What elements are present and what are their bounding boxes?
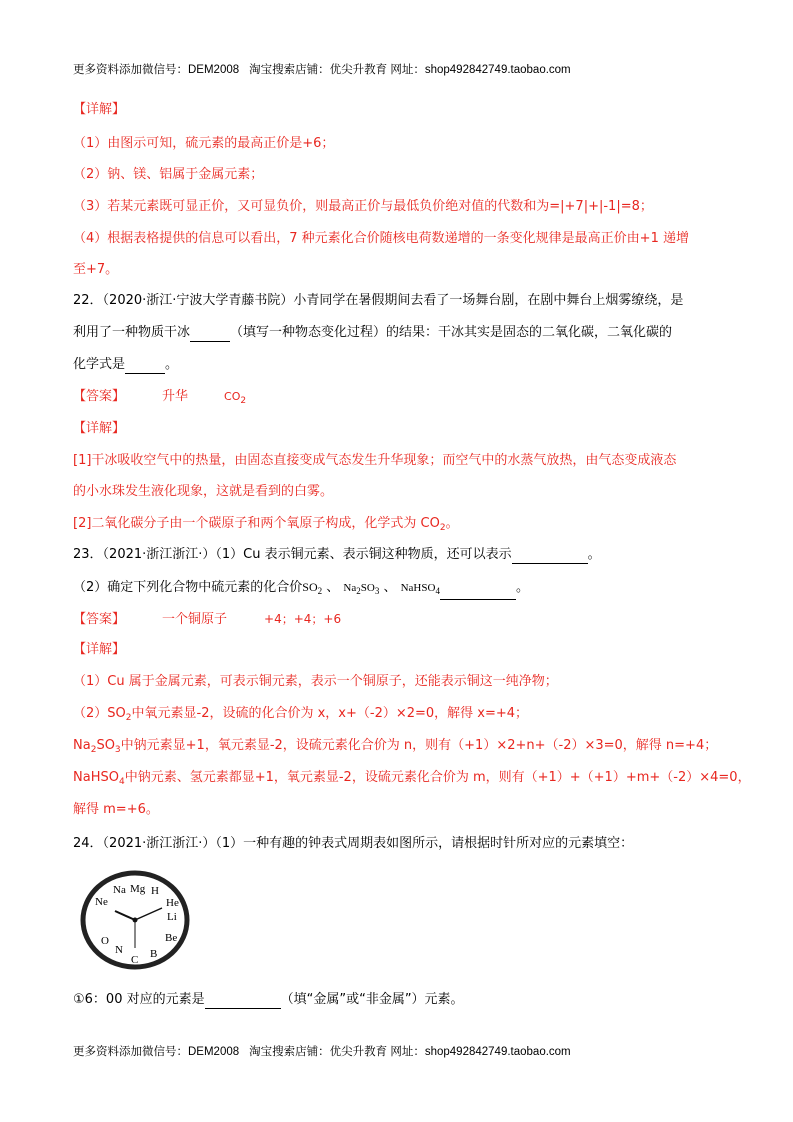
element-h: H — [151, 885, 159, 897]
q23-detail-4c: 解得 m=+6。 — [73, 802, 159, 817]
element-li: Li — [167, 911, 177, 923]
answer-blank — [190, 327, 230, 342]
answer-blank — [512, 549, 588, 564]
q21-detail-2: （2）钠、镁、铝属于金属元素； — [73, 167, 264, 182]
q24-stem-1: 24．（2021·浙江浙江·）（1）一种有趣的钟表式周期表如图所示，请根据时针所对应的元素填空： — [73, 836, 634, 851]
element-c: C — [131, 954, 139, 966]
page-footer — [73, 1043, 571, 1059]
q22-stem-2b: （填写一种物态变化过程）的结果：干冰其实是固态的二氧化碳，二氧化碳的 — [230, 325, 673, 340]
header-shop: 淘宝搜索店铺：优尖升教育 — [249, 64, 388, 76]
answer-label: 【答案】 — [73, 612, 126, 627]
q22-stem-3b: 。 — [165, 357, 179, 372]
q21-detail-3: （3）若某元素既可显正价，又可显负价，则最高正价与最低负价绝对值的代数和为=|+7|+|-1|=8； — [73, 199, 653, 214]
formula-na2so3: $Na_2SO_3$ — [343, 582, 380, 596]
element-na: Na — [113, 884, 126, 896]
q24-sub-1 — [73, 991, 464, 1009]
element-o: O — [101, 935, 109, 947]
q21-detail-label: 【详解】 — [73, 102, 126, 117]
formula-so2: $SO_2$ — [302, 580, 323, 596]
q22-detail-label: 【详解】 — [73, 421, 126, 436]
answer-blank — [440, 585, 516, 600]
q22-answer-1: 升华 — [162, 389, 189, 404]
answer-blank — [205, 994, 281, 1009]
q22-stem-3a: 化学式是 — [73, 357, 126, 372]
q21-detail-4b: 至+7。 — [73, 262, 119, 277]
q23-detail-4: NaHSO$_4$中钠元素、氢元素都显+1，氧元素显-2，设硫元素化合价为 m，则有（+1）+（+1）+m+（-2）×4=0， — [73, 770, 751, 787]
clock-center — [133, 918, 138, 923]
q23-answer-1: 一个铜原子 — [162, 612, 228, 627]
q23-stem-2a: （2）确定下列化合物中硫元素的化合价 — [73, 580, 303, 595]
answer-label: 【答案】 — [73, 389, 126, 404]
q22-detail-2: [2]二氧化碳分子由一个碳原子和两个氧原子构成，化学式为 $CO_2$。 — [73, 516, 459, 533]
q22-detail-1b: 的小水珠发生液化现象，这就是看到的白雾。 — [73, 484, 334, 499]
q23-detail-2: $(2)SO_2$中氧元素显-2，设硫的化合价为 x，x+（-2）×2=0，解得 x=+4； — [73, 706, 529, 723]
q22-answer — [73, 388, 246, 410]
q24-sub-1b: （填“金属”或“非金属”）元素。 — [280, 992, 464, 1007]
element-b: B — [150, 948, 158, 960]
q22-answer-2: $CO_2$ — [224, 390, 247, 406]
q21-detail-4a: （4）根据表格提供的信息可以看出，7 种元素化合价随核电荷数递增的一条变化规律是最高正价由+1 递增 — [73, 231, 689, 246]
q21-detail-1: （1）由图示可知，硫元素的最高正价是+6； — [73, 136, 335, 151]
q23-stem-1 — [73, 546, 601, 564]
clock-periodic-table-diagram — [80, 870, 195, 975]
q22-stem-3 — [73, 356, 178, 374]
element-be: Be — [165, 932, 178, 944]
footer-wechat: 更多资料添加微信号：DEM2008 — [73, 1046, 240, 1058]
element-n: N — [115, 944, 123, 956]
footer-site: 网址：shop492842749.taobao.com — [390, 1046, 571, 1058]
element-he: He — [166, 897, 179, 909]
q23-stem-1b: 。 — [587, 547, 601, 562]
q23-answer-2: +4；+4；+6 — [264, 612, 342, 626]
q22-stem-2a: 利用了一种物质干冰 — [73, 325, 191, 340]
header-site: 网址：shop492842749.taobao.com — [390, 64, 571, 76]
q24-sub-1a: ①6：00 对应的元素是 — [73, 992, 205, 1007]
q23-detail-1: （1）Cu 属于金属元素，可表示铜元素，表示一个铜原子，还能表示铜这一纯净物； — [73, 674, 558, 689]
q23-stem-2: （2）确定下列化合物中硫元素的化合价$SO_2$ 、 $Na_2SO_3$ 、 NaHSO$_4$ 。 — [73, 578, 529, 600]
q23-detail-3: $Na_2SO_3$中钠元素显+1，氧元素显-2，设硫元素化合价为 n，则有（+1）×2+n+（-2）×3=0，解得 n=+4； — [73, 738, 718, 755]
footer-shop: 淘宝搜索店铺：优尖升教育 — [249, 1046, 388, 1058]
formula-nahso4: NaHSO$_4$ — [400, 582, 440, 596]
q23-detail-label: 【详解】 — [73, 642, 126, 657]
q23-stem-1a: 23．（2021·浙江浙江·）（1）Cu 表示铜元素、表示铜这种物质，还可以表示 — [73, 547, 512, 562]
q23-answer — [73, 610, 341, 629]
answer-blank — [125, 359, 165, 374]
header-wechat: 更多资料添加微信号：DEM2008 — [73, 64, 240, 76]
q22-stem-2 — [73, 324, 672, 342]
element-ne: Ne — [95, 896, 108, 908]
q22-detail-1a: [1]干冰吸收空气中的热量，由固态直接变成气态发生升华现象；而空气中的水蒸气放热，由气态变成液态 — [73, 453, 677, 468]
element-mg: Mg — [130, 883, 146, 895]
q22-stem-1: 22．（2020·浙江·宁波大学青藤书院）小青同学在暑假期间去看了一场舞台剧，在剧中舞台上烟雾缭绕，是 — [73, 293, 684, 308]
page-header — [73, 61, 571, 77]
